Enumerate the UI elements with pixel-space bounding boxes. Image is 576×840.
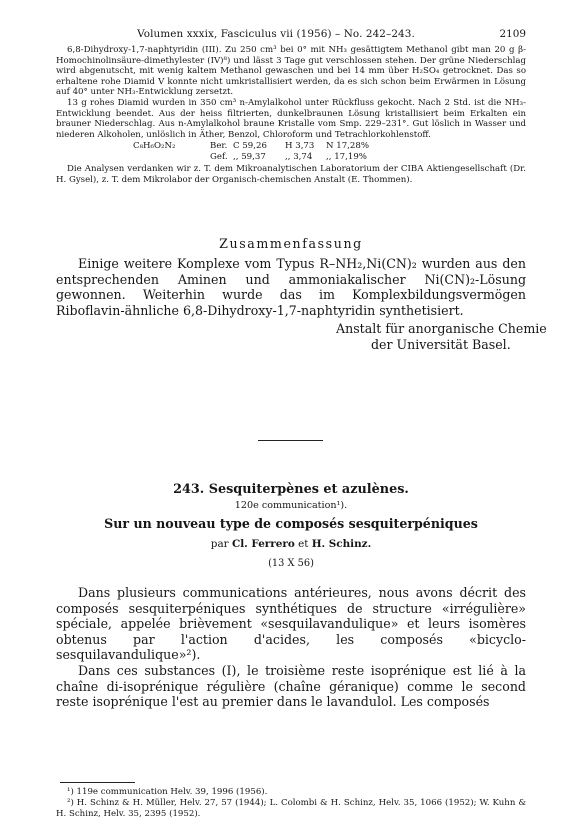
paragraph-acknowledgement: Die Analysen verdanken wir z. T. dem Mikroanalytischen Laboratorium der CIBA Aktiengesellschaft (Dr. H. Gysel), z. T. dem Mikrolabor der Organisch-chemischen Anstalt (E. Thommen). (56, 164, 526, 185)
paragraph-naphtyridin-synthesis: 6,8-Dihydroxy-1,7-naphtyridin (III). Zu 250 cm³ bei 0° mit NH₃ gesättigtem Methanol gibt man 20 g β-Homochinolinsäure-dimethylester (IV)⁸) und lässt 3 Tage gut verschlossen stehen. Der grüne Niederschlag wird abgenutscht, mit wenig kaltem Methanol gewaschen und bei 14 mm über H₂SO₄ getrocknet. Das so erhaltene rohe Diamid V konnte nicht umkristallisiert werden, da es sich schon beim Erwärmen in Lösung auf 40° unter NH₃-Entwicklung zersetzt. (56, 45, 526, 98)
footnote-rule (60, 782, 135, 783)
running-header (56, 28, 526, 44)
received-date: (13 X 56) (268, 558, 314, 569)
author-schinz: H. Schinz. (311, 538, 372, 550)
page (56, 28, 547, 819)
molecular-formula: C₈H₆O₂N₂ (133, 141, 176, 152)
authors-line (56, 538, 526, 550)
analysis-found-n: ,, 17,19% (326, 152, 367, 163)
analysis-calc-h: H 3,73 (285, 141, 315, 152)
institution-address (336, 321, 547, 353)
institution-line-2: der Universität Basel. (371, 337, 511, 352)
article-body (56, 585, 526, 710)
summary-block (56, 256, 526, 318)
summary-text: Einige weitere Komplexe vom Typus R–NH₂,Ni(CN)₂ wurden aus den entsprechenden Aminen und ammoniakalischer Ni(CN)₂-Lösung gewonnen. Weiterhin wurde das im Komplexbildungsvermögen Riboflavin-ähnliche 6,8-Dihydroxy-1,7-naphtyridin synthetisiert. (56, 256, 526, 318)
body-paragraph-2: Dans ces substances (I), le troisième reste isoprénique est lié à la chaîne di-isoprénique régulière (chaîne géranique) comme le second reste isoprénique l'est au premier dans le lavandulol. Les composés (56, 662, 526, 710)
analysis-found-c: ,, 59,37 (233, 152, 266, 163)
analysis-found-h: ,, 3,74 (285, 152, 313, 163)
section-divider (258, 440, 323, 441)
authors-and: et (298, 538, 309, 550)
page-number: 2109 (499, 28, 526, 40)
author-ferrero: Cl. Ferrero (231, 538, 295, 550)
communication-number (56, 500, 526, 511)
analysis-calc-label: Ber. (210, 141, 228, 152)
footnotes (56, 787, 526, 819)
summary-heading: Zusammenfassung (219, 236, 363, 251)
footnote-2: ²) H. Schinz & H. Müller, Helv. 27, 57 (1944); L. Colombi & H. Schinz, Helv. 35, 1066 (1952); W. Kuhn & H. Schinz, Helv. 35, 2395 (1952). (56, 797, 526, 819)
institution-line-1: Anstalt für anorganische Chemie (336, 321, 547, 336)
authors-prefix: par (210, 538, 229, 550)
analysis-calc-c: C 59,26 (233, 141, 267, 152)
analysis-found-label: Gef. (210, 152, 228, 163)
communication-text: 120e communication¹). (234, 500, 348, 511)
analysis-calc-n: N 17,28% (326, 141, 370, 152)
experimental-section (56, 45, 526, 186)
footnote-1: ¹) 119e communication Helv. 39, 1996 (1956). (67, 787, 268, 797)
article-subtitle: Sur un nouveau type de composés sesquiterpéniques (104, 516, 478, 531)
elemental-analysis (56, 140, 526, 164)
journal-volume-line: Volumen xxxix, Fasciculus vii (1956) – No. 242–243. (137, 28, 415, 40)
body-paragraph-1: Dans plusieurs communications antérieures, nous avons décrit des composés sesquiterpéniques synthétiques de structure «irrégulière» spéciale, appelée brièvement «sesquilavandulique» et leurs isomères obtenus par l'action d'acides, les composés «bicyclo-sesquilavandulique»²). (56, 585, 526, 663)
article-title: 243. Sesquiterpènes et azulènes. (173, 482, 409, 497)
paragraph-diamid-cyclisation: 13 g rohes Diamid wurden in 350 cm³ n-Amylalkohol unter Rückfluss gekocht. Nach 2 Std. ist die NH₃-Entwicklung beendet. Aus der heiss filtrierten, dunkelbraunen Lösung kristallisiert beim Erkalten ein brauner Niederschlag. Aus n-Amylalkohol braune Kristalle vom Smp. 229–231°. Gut löslich in Wasser und niederen Alkoholen, unlöslich in Äther, Benzol, Chloroform und Tetrachlorkohlenstoff. (56, 97, 526, 140)
